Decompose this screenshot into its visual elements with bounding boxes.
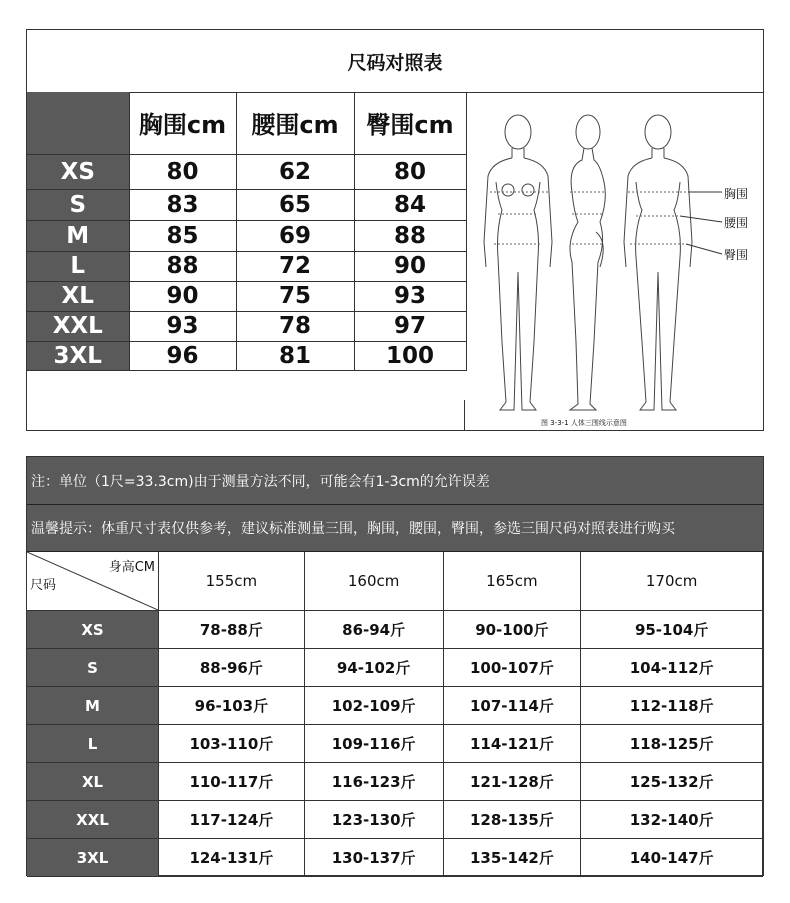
hip-value: 84 <box>354 189 466 220</box>
height-header: 160cm <box>304 552 443 611</box>
chest-value: 93 <box>129 311 236 341</box>
table-row <box>27 189 466 220</box>
waist-value: 75 <box>236 281 354 311</box>
weight-value: 121-128斤 <box>443 763 581 801</box>
body-measurement-illustration <box>466 92 763 430</box>
weight-value: 130-137斤 <box>304 839 443 877</box>
weight-value: 107-114斤 <box>443 687 581 725</box>
size-label: XXL <box>27 801 159 839</box>
table-row <box>27 725 763 763</box>
table-row <box>27 801 763 839</box>
chest-value: 90 <box>129 281 236 311</box>
waist-value: 81 <box>236 341 354 370</box>
table-row <box>27 611 763 649</box>
weight-value: 125-132斤 <box>581 763 763 801</box>
table-row <box>27 154 466 189</box>
label-hip: 臀围 <box>724 248 749 262</box>
weight-value: 96-103斤 <box>159 687 305 725</box>
weight-value: 140-147斤 <box>581 839 763 877</box>
size-axis-label: 尺码 <box>30 578 57 593</box>
waist-value: 72 <box>236 251 354 281</box>
figure-caption: 图 3-3-1 人体三围线示意图 <box>541 419 627 427</box>
hip-value: 93 <box>354 281 466 311</box>
weight-value: 94-102斤 <box>304 649 443 687</box>
size-label: S <box>27 189 129 220</box>
table-row <box>27 763 763 801</box>
table-row <box>27 341 466 370</box>
weight-value: 95-104斤 <box>581 611 763 649</box>
table-row <box>27 687 763 725</box>
weight-grid <box>27 552 763 877</box>
chest-value: 80 <box>129 154 236 189</box>
weight-value: 102-109斤 <box>304 687 443 725</box>
size-label: M <box>27 687 159 725</box>
header-chest: 胸围cm <box>129 92 236 154</box>
size-label: 3XL <box>27 839 159 877</box>
chest-value: 96 <box>129 341 236 370</box>
table-row <box>27 649 763 687</box>
waist-value: 78 <box>236 311 354 341</box>
weight-value: 78-88斤 <box>159 611 305 649</box>
table-row <box>27 220 466 251</box>
table-row <box>27 281 466 311</box>
table-row <box>27 839 763 877</box>
height-header: 155cm <box>159 552 305 611</box>
waist-value: 69 <box>236 220 354 251</box>
height-axis-label: 身高CM <box>108 560 155 575</box>
waist-value: 62 <box>236 154 354 189</box>
weight-value: 135-142斤 <box>443 839 581 877</box>
table-row <box>27 311 466 341</box>
size-label: L <box>27 251 129 281</box>
hip-value: 88 <box>354 220 466 251</box>
chest-value: 88 <box>129 251 236 281</box>
size-chart-table <box>26 29 764 431</box>
size-label: 3XL <box>27 341 129 370</box>
weight-value: 124-131斤 <box>159 839 305 877</box>
weight-value: 128-135斤 <box>443 801 581 839</box>
weight-value: 116-123斤 <box>304 763 443 801</box>
hip-value: 100 <box>354 341 466 370</box>
hip-value: 97 <box>354 311 466 341</box>
header-waist: 腰围cm <box>236 92 354 154</box>
height-header: 170cm <box>581 552 763 611</box>
hip-value: 90 <box>354 251 466 281</box>
size-chart-title: 尺码对照表 <box>27 30 763 93</box>
weight-value: 117-124斤 <box>159 801 305 839</box>
weight-value: 112-118斤 <box>581 687 763 725</box>
weight-value: 100-107斤 <box>443 649 581 687</box>
size-label: S <box>27 649 159 687</box>
header-corner <box>27 92 129 154</box>
weight-value: 114-121斤 <box>443 725 581 763</box>
chest-value: 83 <box>129 189 236 220</box>
hip-value: 80 <box>354 154 466 189</box>
weight-value: 104-112斤 <box>581 649 763 687</box>
size-label: XL <box>27 763 159 801</box>
waist-value: 65 <box>236 189 354 220</box>
weight-value: 123-130斤 <box>304 801 443 839</box>
height-header: 165cm <box>443 552 581 611</box>
header-hip: 臀围cm <box>354 92 466 154</box>
weight-value: 90-100斤 <box>443 611 581 649</box>
diagonal-header <box>27 552 159 611</box>
size-label: XL <box>27 281 129 311</box>
label-chest: 胸围 <box>724 187 749 201</box>
tip-note: 温馨提示：体重尺寸表仅供参考，建议标准测量三围，胸围，腰围，臀围，参选三围尺码对照表进行购买 <box>27 505 763 552</box>
weight-value: 88-96斤 <box>159 649 305 687</box>
weight-value: 132-140斤 <box>581 801 763 839</box>
weight-value: 110-117斤 <box>159 763 305 801</box>
label-waist: 腰围 <box>724 216 749 230</box>
unit-note: 注：单位（1尺=33.3cm)由于测量方法不同，可能会有1-3cm的允许误差 <box>27 457 763 505</box>
size-label: XXL <box>27 311 129 341</box>
size-label: XS <box>27 611 159 649</box>
size-label: M <box>27 220 129 251</box>
weight-value: 109-116斤 <box>304 725 443 763</box>
size-label: XS <box>27 154 129 189</box>
size-label: L <box>27 725 159 763</box>
table-row <box>27 251 466 281</box>
weight-value: 118-125斤 <box>581 725 763 763</box>
weight-chart-table <box>26 456 764 876</box>
measurement-grid <box>27 92 467 371</box>
weight-value: 86-94斤 <box>304 611 443 649</box>
chest-value: 85 <box>129 220 236 251</box>
header-row <box>27 552 763 611</box>
weight-value: 103-110斤 <box>159 725 305 763</box>
empty-cell <box>27 400 465 430</box>
body-figure-drawing <box>466 92 763 430</box>
